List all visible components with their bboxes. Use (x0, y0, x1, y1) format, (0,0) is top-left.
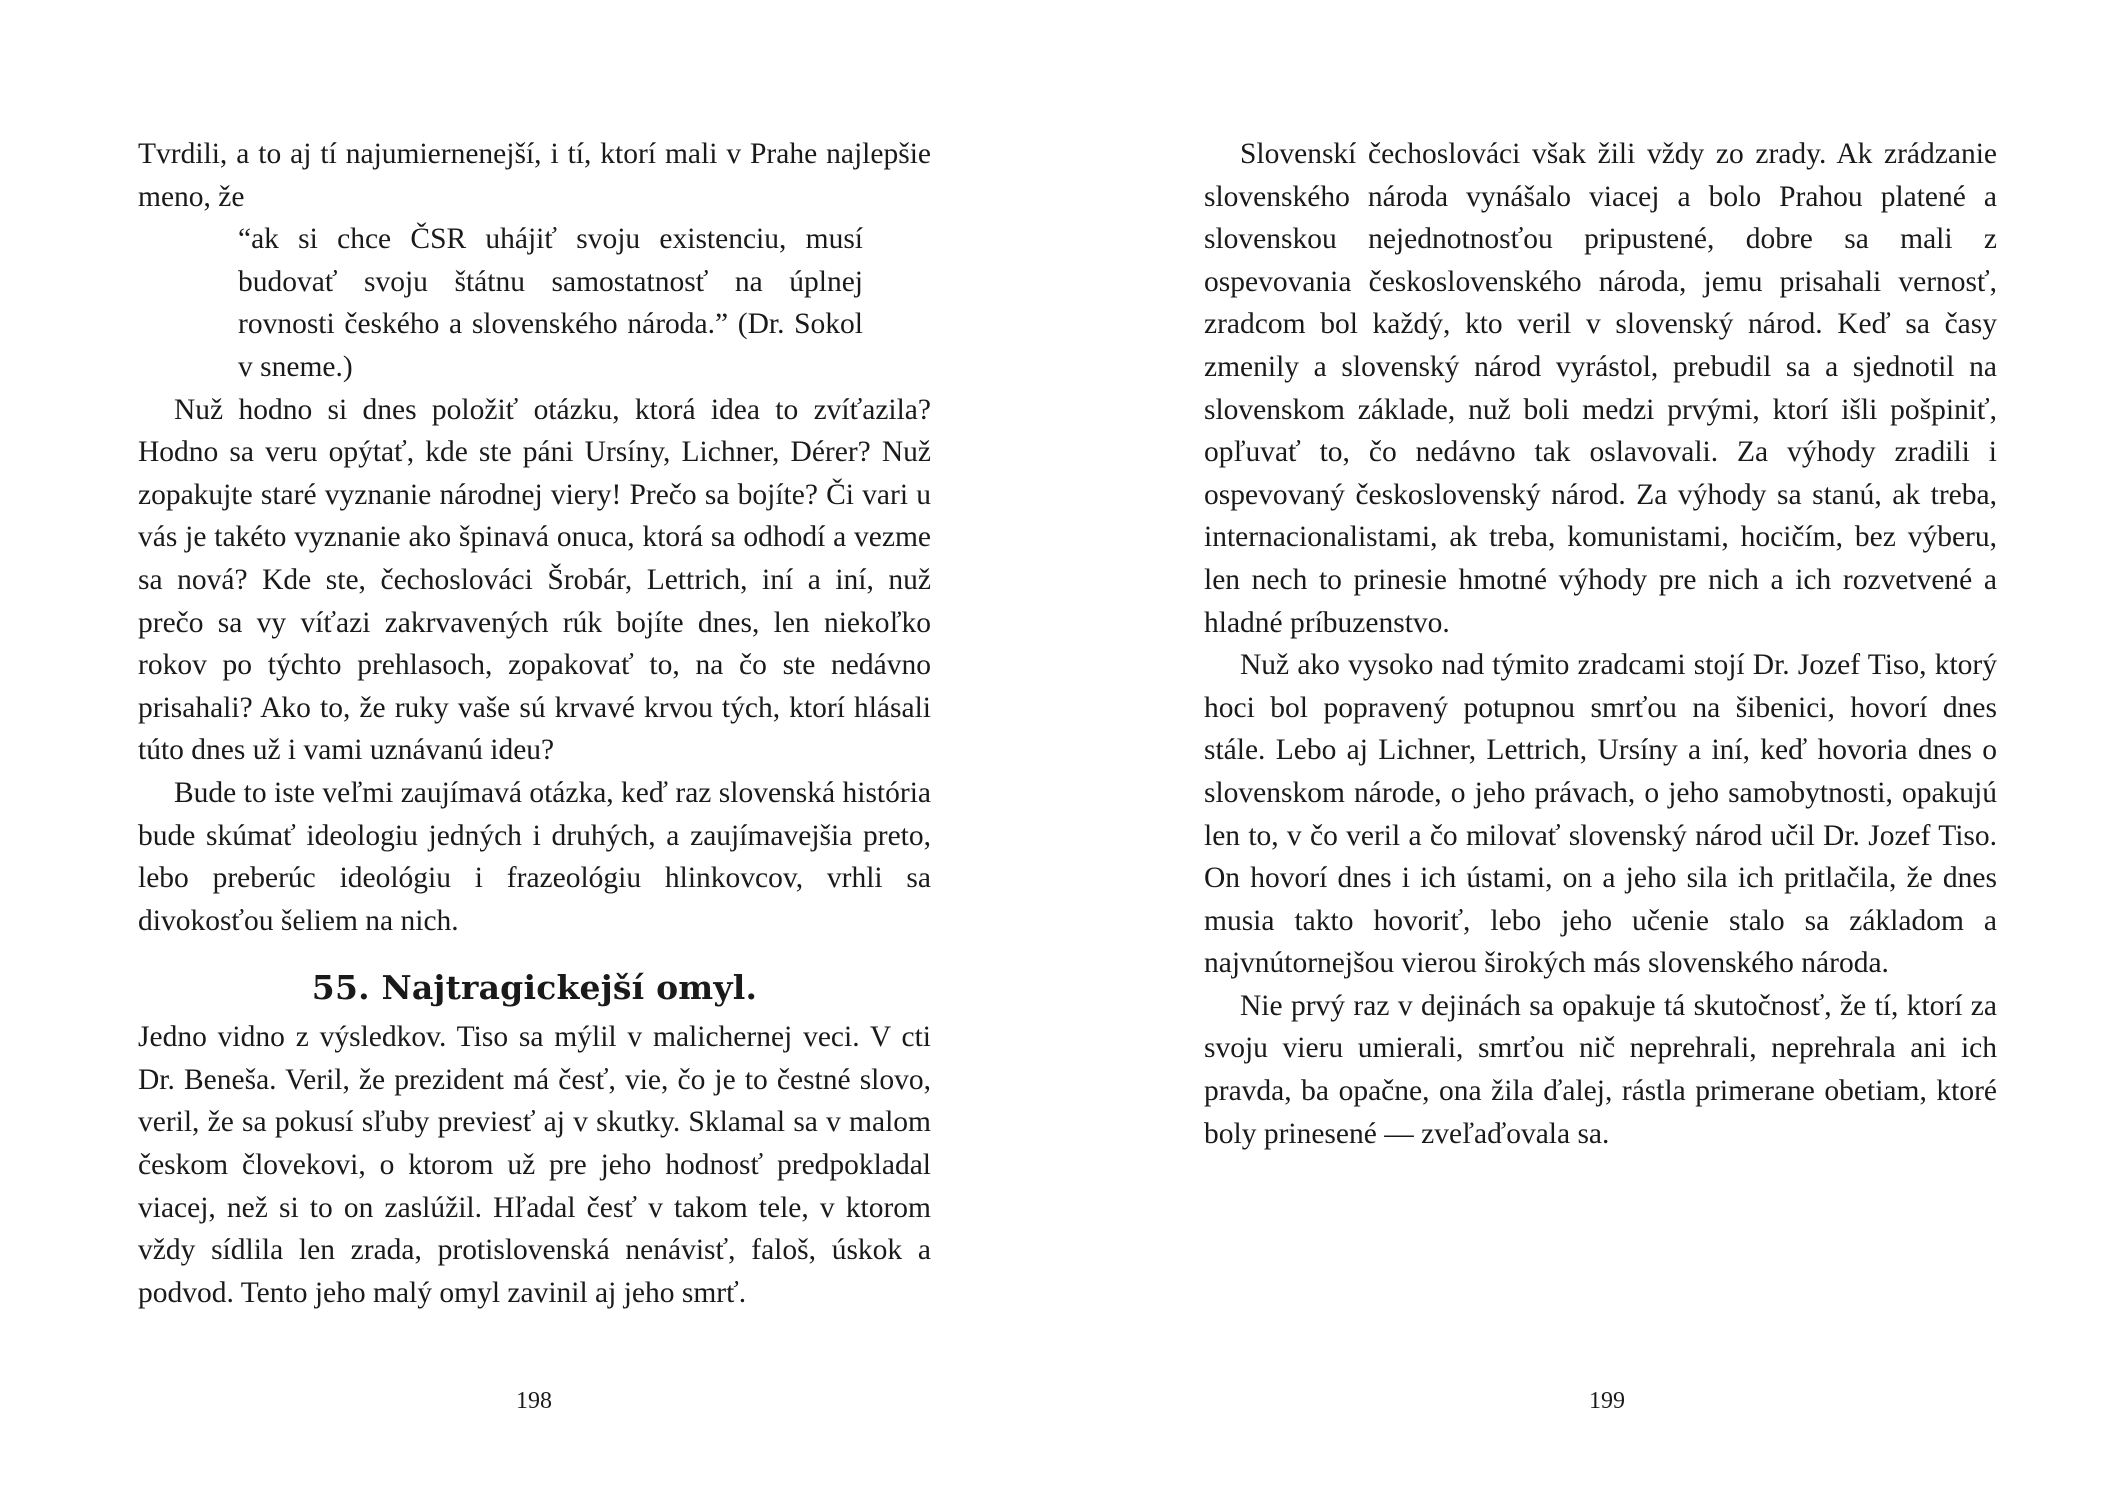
paragraph: Nie prvý raz v dejinách sa opakuje tá skutočnosť, že tí, ktorí za svoju vieru umierali, smrťou nič neprehrali, neprehrala ani ich pravda, ba opačne, ona žila ďalej, rástla primerane obetiam, ktoré boly prinesené — zveľaďovala sa. (1204, 989, 1997, 1150)
paragraph: Slovenskí čechoslováci však žili vždy zo zrady. Ak zrádzanie slovenského národa vynášalo viacej a bolo Prahou platené a slovenskou nejednotnosťou pripustené, dobre sa mali z ospevovania československého národa, jemu prisahali vernosť, zradcom bol každý, kto veril v slovenský národ. Keď sa časy zmenily a slovenský národ vyrástol, prebudil sa a sjednotil na slovenskom základe, nuž boli medzi prvými, ktorí išli pošpiniť, opľuvať to, čo nedávno tak oslavovali. Za výhody zradili i ospevovaný československý národ. Za výhody sa stanú, ak treba, internacionalistami, ak treba, komunistami, hocičím, bez výberu, len nech to prinesie hmotné výhody pre nich a ich rozvetvené a hladné príbuzenstvo. (1204, 138, 1997, 639)
right-page-body (1204, 133, 1997, 1155)
paragraph-intro: Tvrdili, a to aj tí najumiernenejší, i tí, ktorí mali v Prahe najlepšie meno, že (138, 138, 931, 213)
page-number-left: 198 (516, 1388, 552, 1414)
block-quote: “ak si chce ČSR uhájiť svoju existenciu, musí budovať svoju štátnu samostatnosť na úplnej rovnosti českého a slovenského národa.” (Dr. Sokol v sneme.) (238, 223, 863, 383)
right-page (1059, 0, 2118, 1500)
left-page-body (138, 133, 931, 1314)
paragraph: Nuž ako vysoko nad týmito zradcami stojí Dr. Jozef Tiso, ktorý hoci bol popravený potupnou smrťou na šibenici, hovorí dnes stále. Lebo aj Lichner, Lettrich, Ursíny a iní, keď hovoria dnes o slovenskom národe, o jeho právach, o jeho samobytnosti, opakujú len to, v čo veril a čo milovať slovenský národ učil Dr. Jozef Tiso. On hovorí dnes i ich ústami, on a jeho sila ich pritlačila, že dnes musia takto hovoriť, lebo jeho učenie stalo sa základom a najvnútornejšou vierou širokých más slovenského národa. (1204, 649, 1997, 980)
section-heading: 55. Najtragickejší omyl. (311, 968, 758, 1008)
paragraph: Nuž hodno si dnes položiť otázku, ktorá idea to zvíťazila? Hodno sa veru opýtať, kde ste páni Ursíny, Lichner, Dérer? Nuž zopakujte staré vyznanie národnej viery! Prečo sa bojíte? Či vari u vás je takéto vyznanie ako špinavá onuca, ktorá sa odhodí a vezme sa nová? Kde ste, čechoslováci Šrobár, Lettrich, iní a iní, nuž prečo sa vy víťazi zakrvavených rúk bojíte dnes, len niekoľko rokov po týchto prehlasoch, zopakovať to, na čo ste nedávno prisahali? Ako to, že ruky vaše sú krvavé krvou tých, ktorí hlásali túto dnes už i vami uznávanú ideu? (138, 393, 931, 767)
page-number-right: 199 (1589, 1388, 1625, 1414)
paragraph: Bude to iste veľmi zaujímavá otázka, keď raz slovenská história bude skúmať ideologiu jedných i druhých, a zaujímavejšia preto, lebo preberúc ideológiu i frazeológiu hlinkovcov, vrhli sa divokosťou šeliem na nich. (138, 776, 931, 937)
paragraph: Jedno vidno z výsledkov. Tiso sa mýlil v malichernej veci. V cti Dr. Beneša. Veril, že prezident má česť, vie, čo je to čestné slovo, veril, že sa pokusí sľuby previesť aj v skutky. Sklamal sa v malom českom človekovi, o ktorom už pre jeho hodnosť predpokladal viacej, než si to on zaslúžil. Hľadal česť v takom tele, v ktorom vždy sídlila len zrada, protislovenská nenávisť, faloš, úskok a podvod. Tento jeho malý omyl zavinil aj jeho smrť. (138, 1021, 931, 1309)
